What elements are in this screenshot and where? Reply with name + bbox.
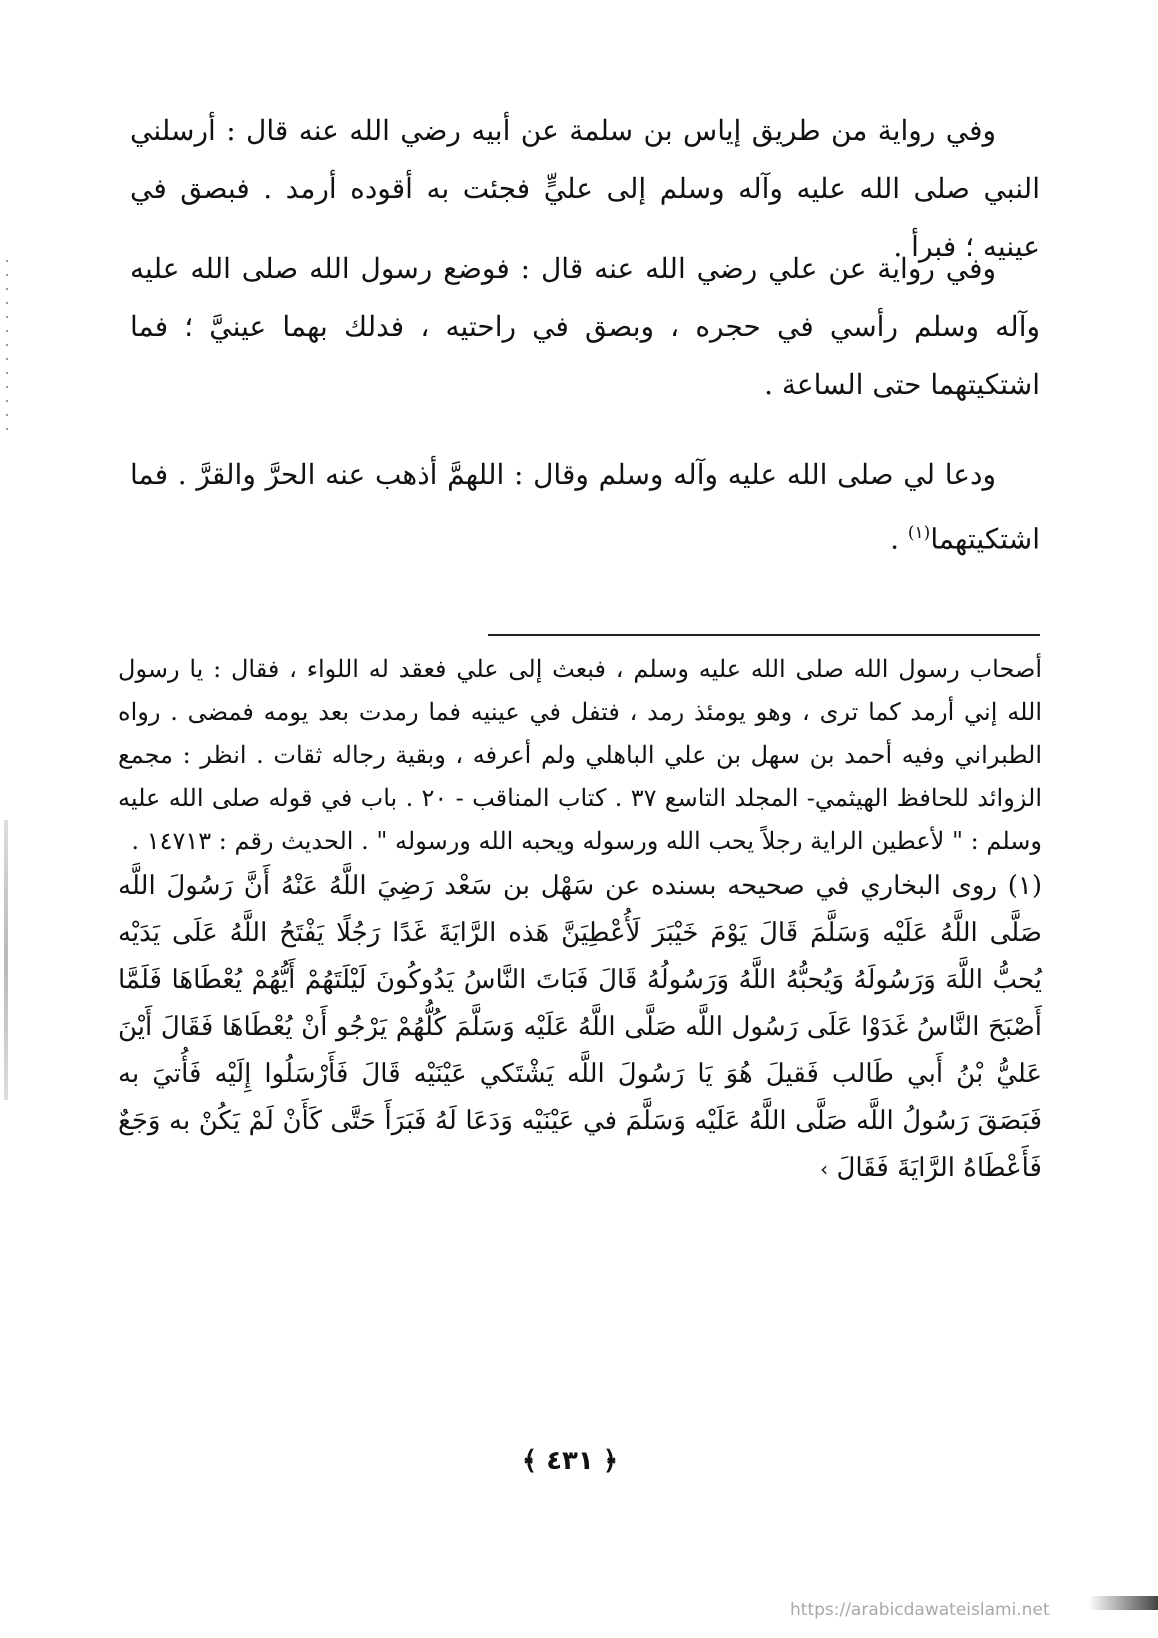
continue-arrow-icon: › — [820, 1157, 829, 1181]
paragraph-text: وفي رواية عن علي رضي الله عنه قال : فوضع رسول الله صلى الله عليه وآله وسلم رأسي في حجره ، وبصق في راحتيه ، فدلك بهما عينيَّ ؛ فما اشتكيتهما حتى الساعة . — [130, 252, 1040, 401]
footnotes-section — [118, 648, 1042, 1193]
scan-artifact-edge — [4, 820, 8, 1100]
footnote-separator — [488, 634, 1040, 636]
footnote-continuation: أصحاب رسول الله صلى الله عليه وسلم ، فبعث إلى علي فعقد له اللواء ، فقال : يا رسول الله إني أرمد كما ترى ، وهو يومئذ رمد ، فتفل في عينيه فما رمدت بعد يومه فمضى . رواه الطبراني وفيه أحمد بن سهل بن علي الباهلي ولم أعرفه ، وبقية رجاله ثقات . انظر : مجمع الزوائد للحافظ الهيثمي- المجلد التاسع ٣٧ . كتاب المناقب - ٢٠ . باب في قوله صلى الله عليه وسلم : " لأعطين الراية رجلاً يحب الله ورسوله ويحبه الله ورسوله " . الحديث رقم : ١٤٧١٣ . — [118, 655, 1043, 855]
watermark-url: https://arabicdawateislami.net — [790, 1600, 1050, 1620]
body-paragraph-3 — [130, 446, 1040, 568]
scan-artifact-corner — [1088, 1596, 1158, 1610]
paragraph-text-main: ودعا لي صلى الله عليه وآله وسلم وقال : اللهمَّ أذهب عنه الحرَّ والقرَّ . فما اشتكيتهما — [130, 458, 1040, 556]
body-paragraph-2 — [130, 240, 1040, 414]
page-number: ﴿ ٤٣١ ﴾ — [521, 1446, 619, 1476]
footnote-1-text: (١) روى البخاري في صحيحه بسنده عن سَهْل بن سَعْد رَضِيَ اللَّهُ عَنْهُ أَنَّ رَسُولَ اللَّه صَلَّى اللَّهُ عَلَيْه وَسَلَّمَ قَالَ يَوْمَ خَيْبَرَ لَأُعْطِيَنَّ هَذه الرَّايَةَ غَدًا رَجُلًا يَفْتَحُ اللَّهُ عَلَى يَدَيْه يُحبُّ اللَّهَ وَرَسُولَهُ وَيُحبُّهُ اللَّهُ وَرَسُولُهُ قَالَ فَبَاتَ النَّاسُ يَدُوكُونَ لَيْلَتَهُمْ أَيُّهُمْ يُعْطَاهَا فَلَمَّا أَصْبَحَ النَّاسُ غَدَوْا عَلَى رَسُول اللَّه صَلَّى اللَّهُ عَلَيْه وَسَلَّمَ كُلُّهُمْ يَرْجُو أَنْ يُعْطَاهَا فَقَالَ أَيْنَ عَليُّ بْنُ أَبي طَالب فَقيلَ هُوَ يَا رَسُولَ اللَّه يَشْتَكي عَيْنَيْه قَالَ فَأَرْسَلُوا إِلَيْه فَأُتيَ به فَبَصَقَ رَسُولُ اللَّه صَلَّى اللَّهُ عَلَيْه وَسَلَّمَ في عَيْنَيْه وَدَعَا لَهُ فَبَرَأَ حَتَّى كَأَنْ لَمْ يَكُنْ به وَجَعٌ فَأَعْطَاهُ الرَّايَةَ فَقَالَ — [118, 871, 1042, 1183]
footnote-1 — [118, 863, 1042, 1193]
scan-artifact-dots — [6, 260, 8, 430]
paragraph-text — [130, 446, 1040, 568]
paragraph-text: وفي رواية من طريق إياس بن سلمة عن أبيه رضي الله عنه قال : أرسلني النبي صلى الله عليه وآله وسلم إلى عليٍّ فجئت به أقوده أرمد . فبصق في عينيه ؛ فبرأ . — [130, 114, 1040, 263]
paragraph-end: . — [890, 522, 908, 556]
footnote-reference: (١) — [907, 523, 931, 543]
